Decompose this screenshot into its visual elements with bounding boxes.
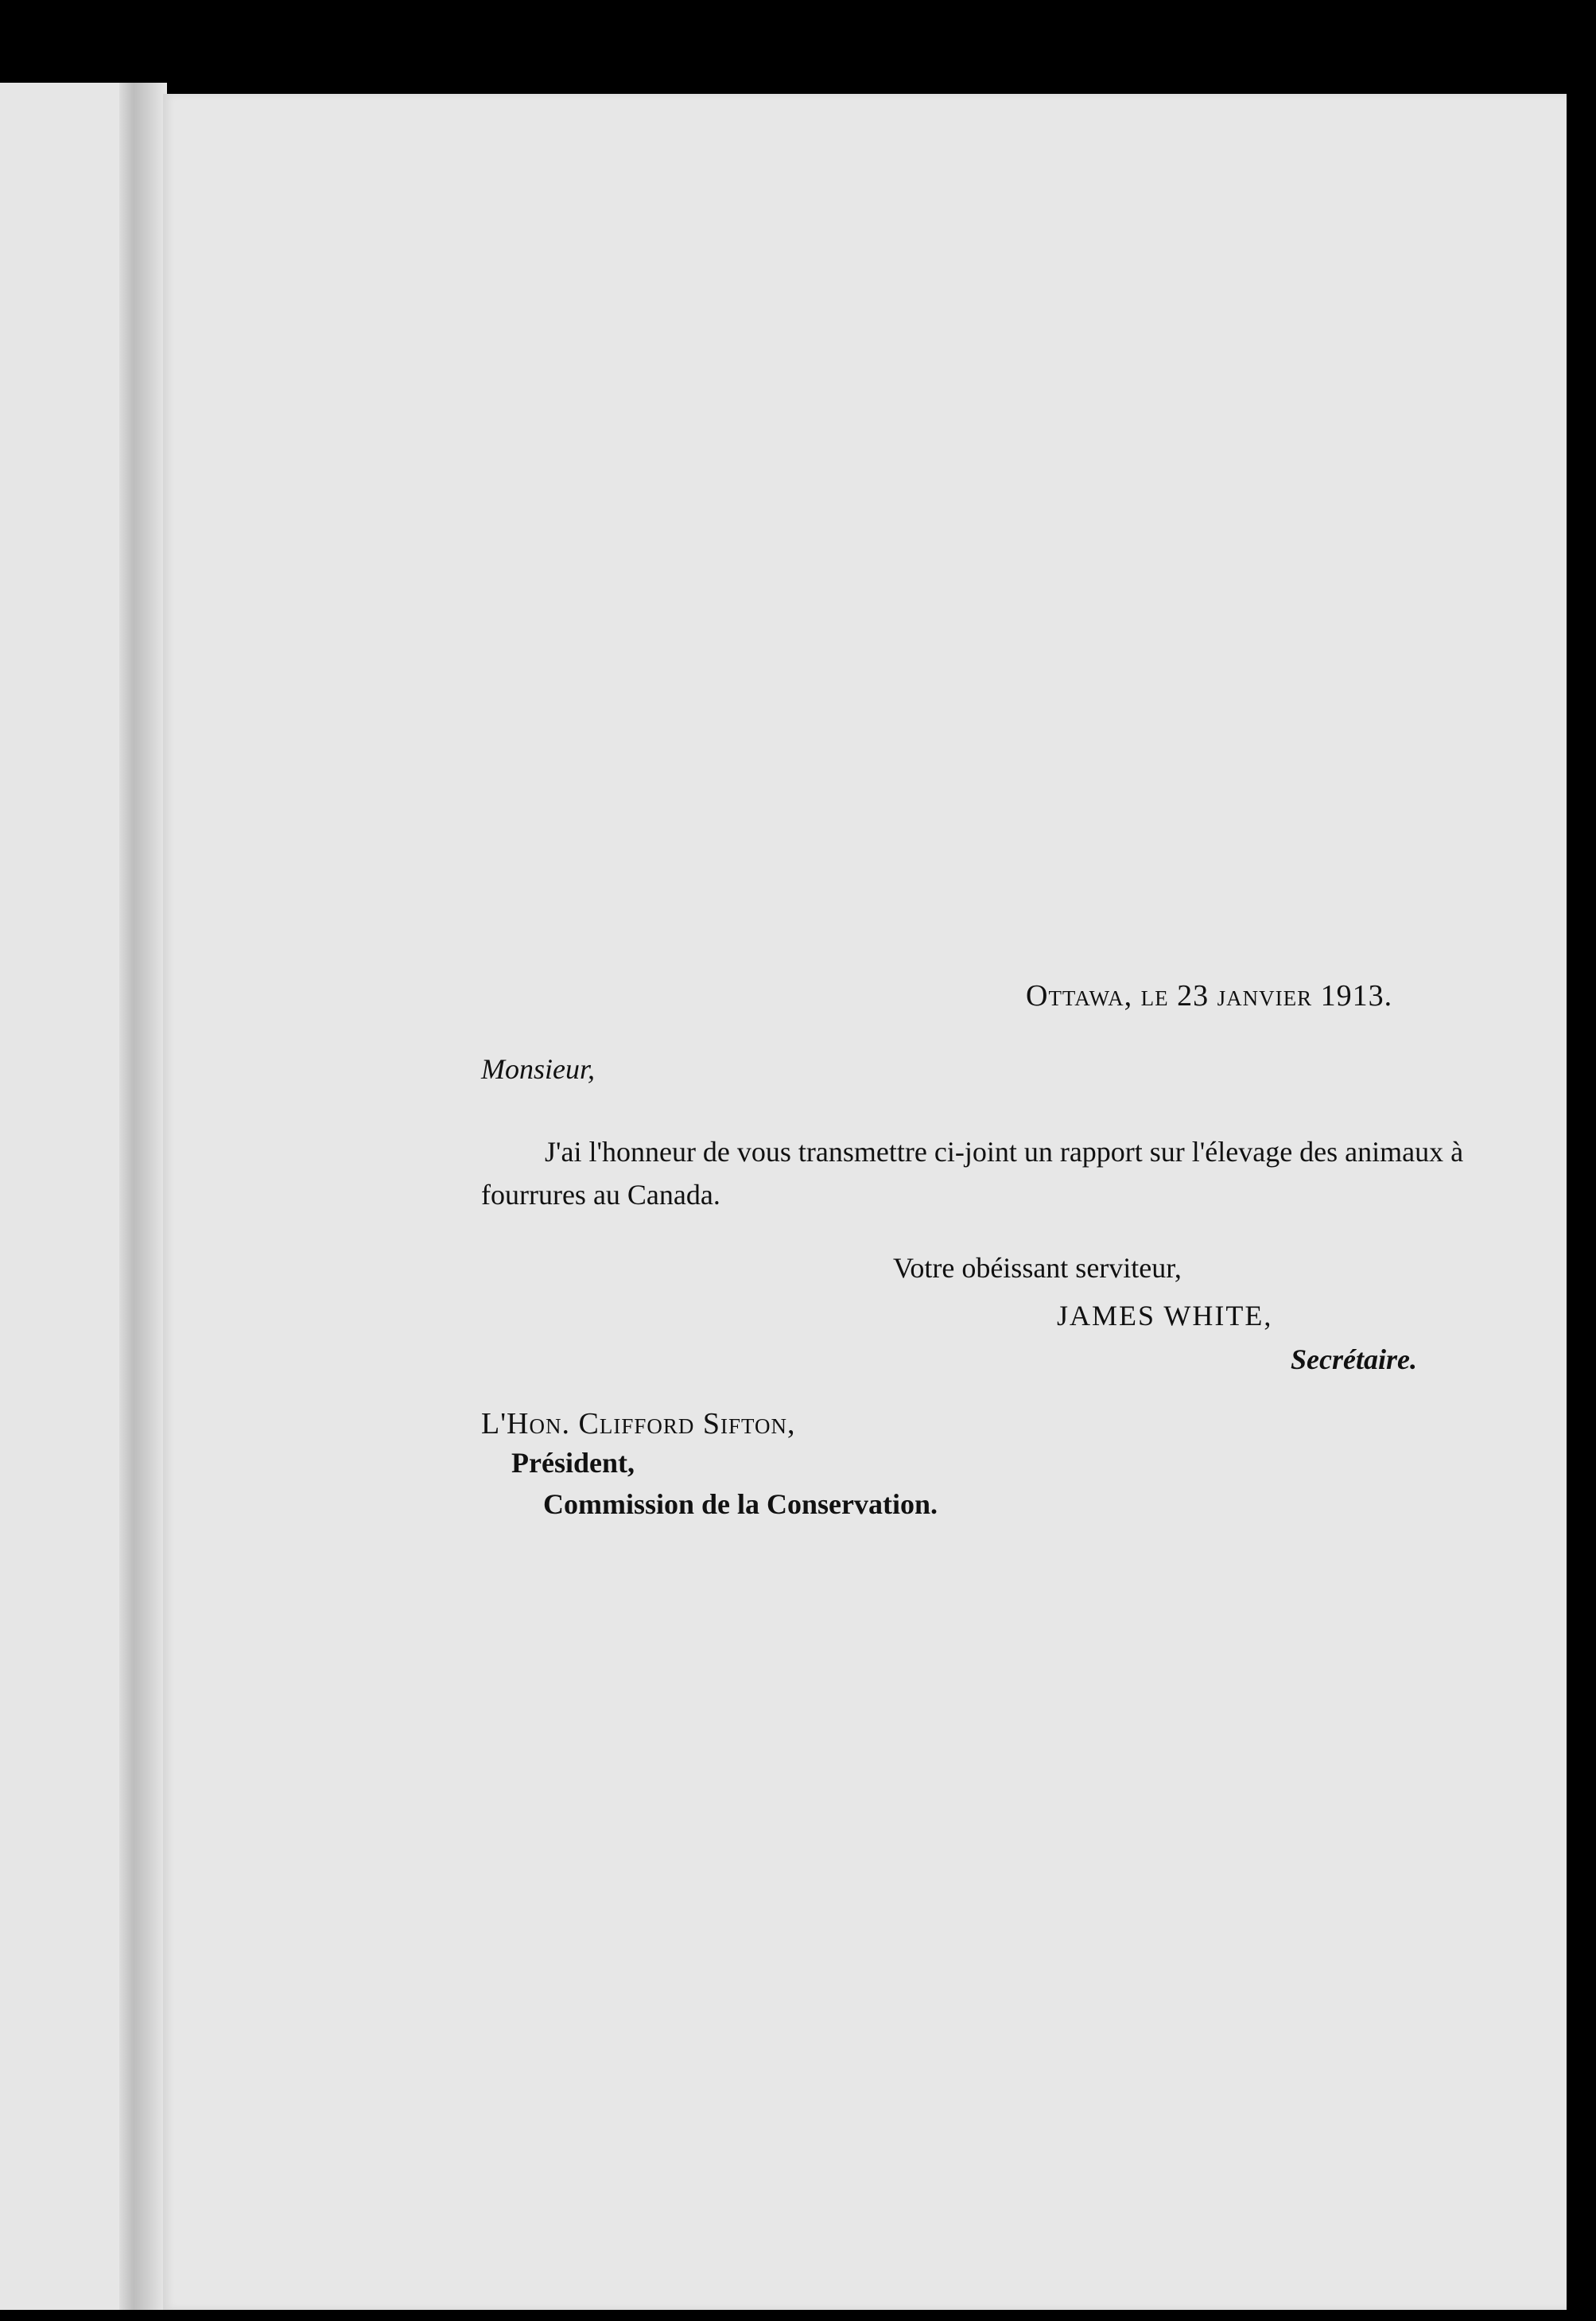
dateline: Ottawa, le 23 janvier 1913. xyxy=(1026,979,1393,1013)
closing: Votre obéissant serviteur, xyxy=(893,1252,1182,1284)
recipient-name: L'Hon. Clifford Sifton, xyxy=(481,1407,796,1440)
letter-page xyxy=(163,94,1567,2310)
salutation: Monsieur, xyxy=(481,1053,595,1085)
letter-body: J'ai l'honneur de vous transmettre ci-joint un rapport sur l'élevage des animaux à fourrures au Canada. xyxy=(481,1136,1464,1211)
signer-title: Secrétaire. xyxy=(1291,1343,1417,1375)
signer-name: JAMES WHITE, xyxy=(1057,1300,1273,1332)
recipient-organization: Commission de la Conservation. xyxy=(543,1488,938,1520)
recipient-role: Président, xyxy=(511,1447,635,1479)
book-gutter xyxy=(119,83,167,2310)
